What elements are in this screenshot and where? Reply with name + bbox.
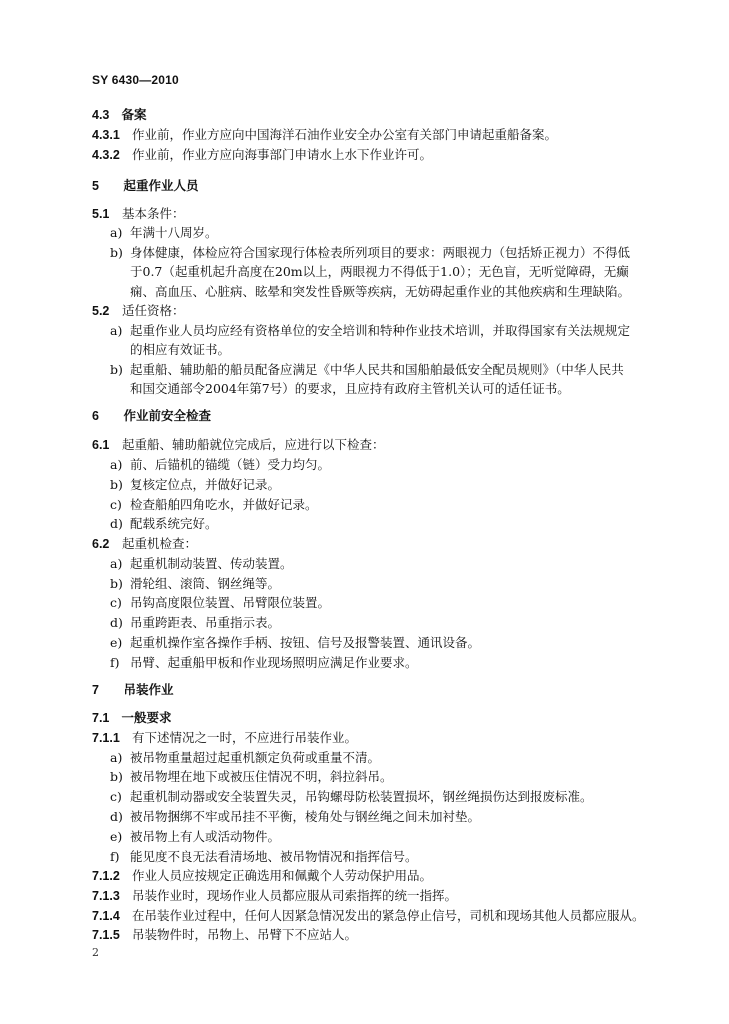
- list-label: a): [110, 750, 123, 765]
- clause-number: 4.3.1: [92, 128, 120, 142]
- list-text: 起重机制动器或安全装置失灵，吊钩螺母防松装置损坏，钢丝绳损伤达到报废标准。: [130, 789, 593, 804]
- list-label: a): [110, 556, 123, 571]
- clause-number: 7.1.2: [92, 869, 120, 883]
- list-text: 被吊物捆绑不牢或吊挂不平衡，棱角处与钢丝绳之间未加衬垫。: [130, 809, 481, 824]
- clause-title: 一般要求: [121, 711, 172, 725]
- list-text: 吊臂、起重船甲板和作业现场照明应满足作业要求。: [130, 655, 418, 670]
- list-text-continued: 于0.7（起重机起升高度在20m以上，两眼视力不得低于1.0）；无色盲，无听觉障碍，无癫: [130, 264, 629, 279]
- list-item: [110, 634, 480, 652]
- list-text-continued: 痫、高血压、心脏病、眩晕和突发性昏厥等疾病，无妨碍起重作业的其他疾病和生理缺陷。: [130, 284, 631, 299]
- chapter-heading: [92, 681, 174, 699]
- list-text: 前、后锚机的锚缆（链）受力均匀。: [130, 457, 331, 472]
- list-label: b): [110, 769, 123, 784]
- list-item: [110, 808, 480, 826]
- list-label: b): [110, 362, 123, 377]
- clause-heading: [92, 709, 172, 727]
- clause-heading: [92, 106, 147, 124]
- clause-heading: [92, 205, 185, 223]
- chapter-number: 7: [92, 683, 99, 697]
- list-label: b): [110, 576, 123, 591]
- clause-text: 作业人员应按规定正确选用和佩戴个人劳动保护用品。: [131, 868, 432, 883]
- list-item: [110, 575, 280, 593]
- list-label: b): [110, 245, 123, 260]
- clause: [92, 887, 457, 905]
- clause-text: 吊装物件时，吊物上、吊臂下不应站人。: [131, 927, 357, 942]
- clause-number: 7.1.5: [92, 928, 120, 942]
- list-label: a): [110, 323, 123, 338]
- clause-heading: [92, 436, 385, 454]
- list-text: 被吊物上有人或活动物件。: [130, 829, 281, 844]
- list-text: 能见度不良无法看清场地、被吊物情况和指挥信号。: [130, 849, 418, 864]
- standard-code: SY 6430—2010: [92, 73, 179, 87]
- list-text: 起重机操作室各操作手柄、按钮、信号及报警装置、通讯设备。: [130, 635, 481, 650]
- list-text: 被吊物重量超过起重机额定负荷或重量不清。: [130, 750, 381, 765]
- list-label: f): [110, 849, 120, 864]
- list-text: 年满十八周岁。: [130, 225, 218, 240]
- clause-number: 6.1: [92, 438, 110, 452]
- list-item: [110, 476, 280, 494]
- list-item: [110, 788, 593, 806]
- list-item: [110, 594, 330, 612]
- list-text-continued: 的相应有效证书。: [130, 342, 231, 357]
- list-label: d): [110, 615, 123, 630]
- chapter-heading: [92, 407, 211, 425]
- page-number: 2: [92, 946, 99, 959]
- list-text: 吊重跨距表、吊重指示表。: [130, 615, 281, 630]
- list-item: [110, 515, 218, 533]
- list-item: [110, 496, 318, 514]
- clause-title: 起重机检查：: [121, 536, 197, 551]
- list-item: [110, 244, 630, 262]
- list-text: 起重作业人员均应经有资格单位的安全培训和特种作业技术培训，并取得国家有关法规规定: [130, 323, 631, 338]
- clause-number: 5.2: [92, 304, 110, 318]
- list-text: 起重船、辅助船的船员配备应满足《中华人民共和国船舶最低安全配员规则》（中华人民共: [130, 362, 624, 377]
- clause-text: 在吊装作业过程中，任何人因紧急情况发出的紧急停止信号，司机和现场其他人员都应服从。: [131, 908, 645, 923]
- clause-heading: [92, 729, 357, 747]
- list-item: [110, 828, 280, 846]
- list-label: b): [110, 477, 123, 492]
- list-item: [110, 848, 418, 866]
- clause: [92, 867, 432, 885]
- clause-text: 作业前，作业方应向中国海洋石油作业安全办公室有关部门申请起重船备案。: [131, 127, 557, 142]
- chapter-title: 作业前安全检查: [123, 409, 211, 423]
- list-text: 配载系统完好。: [130, 516, 218, 531]
- list-text: 检查船舶四角吃水，并做好记录。: [130, 497, 318, 512]
- list-label: f): [110, 655, 120, 670]
- clause-title: 基本条件：: [121, 206, 185, 221]
- list-item: [110, 654, 418, 672]
- clause-number: 5.1: [92, 207, 110, 221]
- list-label: e): [110, 829, 123, 844]
- clause-number: 7.1.3: [92, 889, 120, 903]
- clause-text: 作业前，作业方应向海事部门申请水上水下作业许可。: [131, 147, 432, 162]
- clause-heading: [92, 302, 185, 320]
- clause-text: 吊装作业时，现场作业人员都应服从司索指挥的统一指挥。: [131, 888, 457, 903]
- clause-title: 备案: [121, 108, 147, 122]
- chapter-title: 吊装作业: [123, 683, 174, 697]
- chapter-number: 6: [92, 409, 99, 423]
- list-label: c): [110, 497, 122, 512]
- clause-number: 7.1.1: [92, 731, 120, 745]
- list-label: c): [110, 595, 122, 610]
- clause-title: 适任资格：: [121, 303, 185, 318]
- list-label: a): [110, 457, 123, 472]
- list-item: [110, 768, 393, 786]
- list-label: a): [110, 225, 123, 240]
- clause-number: 7.1: [92, 711, 110, 725]
- list-item: [110, 555, 293, 573]
- list-text: 身体健康，体检应符合国家现行体检表所列项目的要求：两眼视力（包括矫正视力）不得低: [130, 245, 631, 260]
- list-text: 滑轮组、滚筒、钢丝绳等。: [130, 576, 281, 591]
- clause: [92, 146, 432, 164]
- list-item: [110, 749, 380, 767]
- list-text: 被吊物埋在地下或被压住情况不明，斜拉斜吊。: [130, 769, 393, 784]
- chapter-heading: [92, 177, 199, 195]
- list-label: e): [110, 635, 123, 650]
- clause: [92, 126, 557, 144]
- list-item: [110, 614, 280, 632]
- list-label: d): [110, 809, 123, 824]
- clause: [92, 907, 645, 925]
- clause-title: 起重船、辅助船就位完成后，应进行以下检查：: [121, 437, 385, 452]
- clause-number: 4.3.2: [92, 148, 120, 162]
- list-label: c): [110, 789, 122, 804]
- list-text-continued: 和国交通部令2004年第7号）的要求，且应持有政府主管机关认可的适任证书。: [130, 381, 570, 396]
- chapter-title: 起重作业人员: [123, 179, 199, 193]
- clause-heading: [92, 535, 197, 553]
- chapter-number: 5: [92, 179, 99, 193]
- clause-number: 7.1.4: [92, 909, 120, 923]
- list-label: d): [110, 516, 123, 531]
- clause-title: 有下述情况之一时，不应进行吊装作业。: [131, 730, 357, 745]
- clause-number: 4.3: [92, 108, 110, 122]
- list-text: 复核定位点，并做好记录。: [130, 477, 281, 492]
- list-item: [110, 361, 624, 379]
- list-text: 起重机制动装置、传动装置。: [130, 556, 293, 571]
- list-item: [110, 224, 218, 242]
- list-text: 吊钩高度限位装置、吊臂限位装置。: [130, 595, 331, 610]
- list-item: [110, 322, 630, 340]
- clause: [92, 926, 357, 944]
- clause-number: 6.2: [92, 537, 110, 551]
- list-item: [110, 456, 330, 474]
